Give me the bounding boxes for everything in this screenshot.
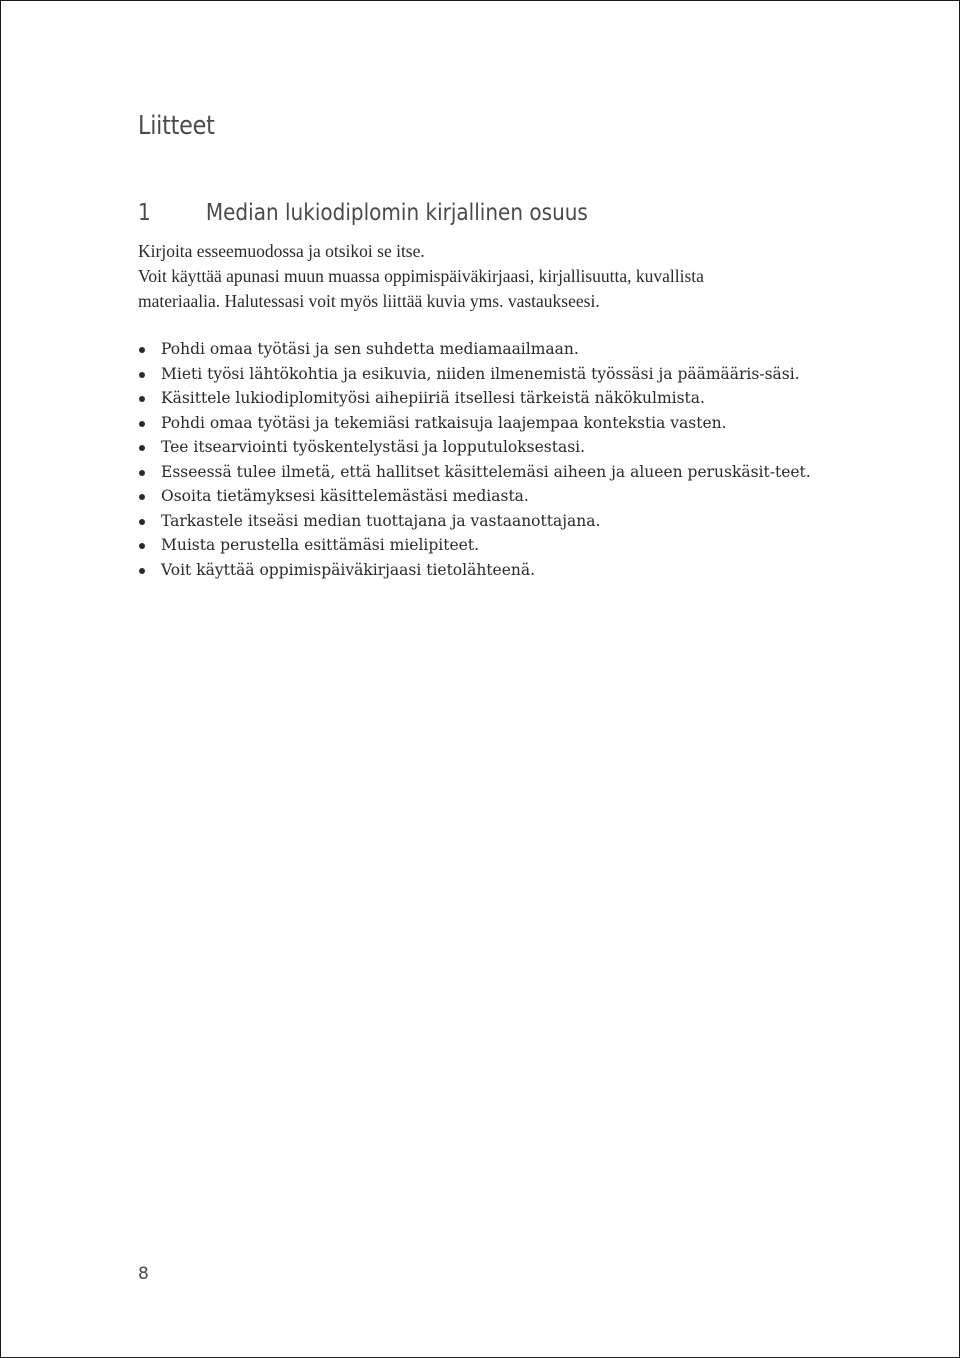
list-item-text: Muista perustella esittämäsi mielipiteet.	[161, 536, 479, 554]
intro-line: Kirjoita esseemuodossa ja otsikoi se itse.	[138, 241, 425, 261]
bullet-icon	[139, 470, 145, 476]
bullet-icon	[139, 396, 145, 402]
section-number: 1	[138, 200, 151, 226]
bullet-icon	[139, 494, 145, 500]
list-item-text: Esseessä tulee ilmetä, että hallitset käsittelemäsi aiheen ja alueen peruskäsit-teet.	[161, 462, 811, 481]
page-title: Liitteet	[138, 111, 215, 141]
section-heading	[138, 200, 588, 226]
list-item-text: Tarkastele itseäsi median tuottajana ja vastaanottajana.	[161, 511, 601, 530]
intro-paragraph	[138, 239, 838, 314]
list-item-text: Pohdi omaa työtäsi ja tekemiäsi ratkaisuja laajempaa kontekstia vasten.	[161, 413, 727, 432]
list-item	[138, 484, 818, 509]
bullet-icon	[139, 568, 145, 574]
bullet-icon	[139, 347, 145, 353]
list-item-text: Pohdi omaa työtäsi ja sen suhdetta mediamaailmaan.	[161, 340, 579, 358]
list-item-text: Tee itsearviointi työskentelystäsi ja lopputuloksestasi.	[161, 438, 586, 456]
list-item	[138, 460, 818, 485]
list-item-text: Käsittele lukiodiplomityösi aihepiiriä itsellesi tärkeistä näkökulmista.	[161, 389, 705, 407]
list-item	[138, 362, 818, 387]
instruction-list	[138, 337, 818, 582]
list-item	[138, 435, 818, 460]
list-item	[138, 337, 818, 362]
list-item	[138, 386, 818, 411]
bullet-icon	[139, 543, 145, 549]
section-title: Median lukiodiplomin kirjallinen osuus	[205, 200, 588, 226]
bullet-icon	[139, 421, 145, 427]
list-item	[138, 411, 818, 436]
list-item-text: Voit käyttää oppimispäiväkirjaasi tietolähteenä.	[161, 560, 536, 579]
bullet-icon	[139, 519, 145, 525]
intro-line: Voit käyttää apunasi muun muassa oppimispäiväkirjaasi, kirjallisuutta, kuvallista	[138, 266, 704, 286]
list-item	[138, 533, 818, 558]
list-item-text: Mieti työsi lähtökohtia ja esikuvia, niiden ilmenemistä työssäsi ja päämääris-säsi.	[161, 364, 800, 383]
page-number: 8	[138, 1264, 149, 1284]
list-item	[138, 509, 818, 534]
list-item-text: Osoita tietämyksesi käsittelemästäsi mediasta.	[161, 487, 529, 505]
bullet-icon	[139, 445, 145, 451]
list-item	[138, 558, 818, 583]
intro-line: materiaalia. Halutessasi voit myös liittää kuvia yms. vastaukseesi.	[138, 291, 600, 311]
bullet-icon	[139, 372, 145, 378]
